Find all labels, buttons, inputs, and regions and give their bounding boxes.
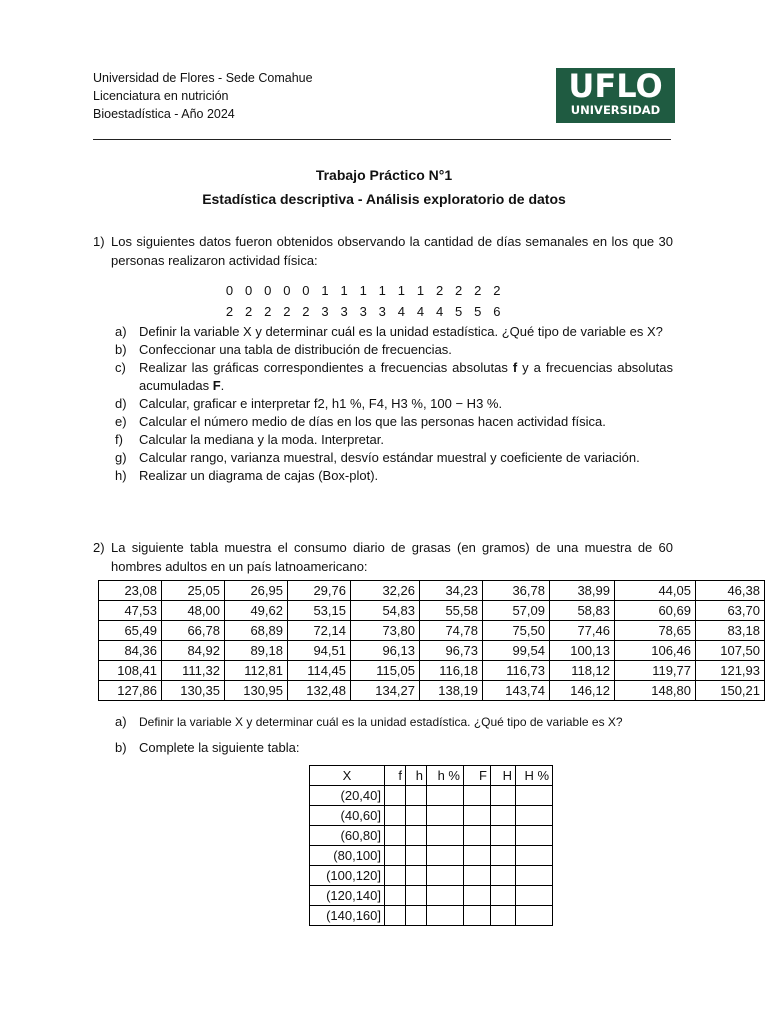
table-cell: 100,13 — [550, 641, 615, 661]
empty-cell[interactable] — [516, 906, 553, 926]
table-cell: 89,18 — [225, 641, 288, 661]
table-cell: 48,00 — [162, 601, 225, 621]
data-value: 2 — [435, 283, 444, 298]
empty-cell[interactable] — [464, 886, 491, 906]
column-header: H % — [516, 766, 553, 786]
frequency-table-row — [310, 806, 553, 826]
uflo-logo — [556, 68, 675, 123]
table-cell: 115,05 — [351, 661, 420, 681]
empty-cell[interactable] — [491, 866, 516, 886]
table-cell: 44,05 — [615, 581, 696, 601]
data-value: 4 — [416, 304, 425, 319]
table-cell: 46,38 — [696, 581, 765, 601]
class-interval: (40,60] — [310, 806, 385, 826]
question-1-item — [115, 395, 673, 413]
table-cell: 83,18 — [696, 621, 765, 641]
empty-cell[interactable] — [385, 786, 406, 806]
header-course: Bioestadística - Año 2024 — [93, 107, 235, 121]
table-cell: 26,95 — [225, 581, 288, 601]
table-cell: 49,62 — [225, 601, 288, 621]
item-letter: g) — [115, 450, 127, 465]
question-1-item — [115, 413, 673, 431]
column-header: h % — [427, 766, 464, 786]
page-title: Trabajo Práctico N°1 — [315, 167, 453, 183]
table-cell: 68,89 — [225, 621, 288, 641]
item-text: Calcular el número medio de días en los que las personas hacen actividad física. — [139, 414, 606, 429]
empty-cell[interactable] — [406, 886, 427, 906]
table-cell: 111,32 — [162, 661, 225, 681]
table-cell: 72,14 — [288, 621, 351, 641]
table-cell: 146,12 — [550, 681, 615, 701]
empty-cell[interactable] — [427, 906, 464, 926]
empty-cell[interactable] — [406, 846, 427, 866]
table-cell: 108,41 — [99, 661, 162, 681]
fat-consumption-table — [98, 580, 765, 701]
table-cell: 23,08 — [99, 581, 162, 601]
class-interval: (100,120] — [310, 866, 385, 886]
table-cell: 114,45 — [288, 661, 351, 681]
header-university: Universidad de Flores - Sede Comahue — [93, 71, 313, 85]
table-cell: 53,15 — [288, 601, 351, 621]
table-row — [99, 581, 765, 601]
data-value: 4 — [397, 304, 405, 319]
question-1-item — [115, 323, 673, 341]
empty-cell[interactable] — [385, 886, 406, 906]
data-value: 0 — [264, 283, 272, 298]
item-letter: f) — [115, 432, 123, 447]
empty-cell[interactable] — [427, 886, 464, 906]
frequency-table-row — [310, 846, 553, 866]
table-cell: 75,50 — [483, 621, 550, 641]
empty-cell[interactable] — [491, 786, 516, 806]
table-cell: 77,46 — [550, 621, 615, 641]
table-cell: 63,70 — [696, 601, 765, 621]
table-cell: 60,69 — [615, 601, 696, 621]
data-value: 3 — [321, 304, 329, 319]
empty-cell[interactable] — [516, 826, 553, 846]
question-1-item — [115, 359, 673, 395]
data-value: 2 — [474, 283, 482, 298]
table-cell: 150,21 — [696, 681, 765, 701]
table-row — [99, 601, 765, 621]
data-value: 2 — [264, 304, 272, 319]
empty-cell[interactable] — [491, 806, 516, 826]
table-cell: 94,51 — [288, 641, 351, 661]
table-cell: 47,53 — [99, 601, 162, 621]
empty-cell[interactable] — [385, 846, 406, 866]
table-row — [99, 681, 765, 701]
empty-cell[interactable] — [516, 786, 553, 806]
table-cell: 36,78 — [483, 581, 550, 601]
empty-cell[interactable] — [491, 886, 516, 906]
column-header: F — [464, 766, 491, 786]
frequency-table-row — [310, 826, 553, 846]
empty-cell[interactable] — [406, 826, 427, 846]
empty-cell[interactable] — [491, 906, 516, 926]
table-cell: 74,78 — [420, 621, 483, 641]
empty-cell[interactable] — [406, 866, 427, 886]
item-letter: a) — [115, 324, 127, 339]
question-1-number: 1) — [93, 234, 105, 249]
table-cell: 32,26 — [351, 581, 420, 601]
question-1-item — [115, 467, 673, 485]
class-interval: (120,140] — [310, 886, 385, 906]
data-value: 6 — [493, 304, 501, 319]
empty-cell[interactable] — [385, 866, 406, 886]
empty-cell[interactable] — [516, 806, 553, 826]
table-cell: 148,80 — [615, 681, 696, 701]
question-1-item — [115, 341, 673, 359]
table-cell: 99,54 — [483, 641, 550, 661]
column-header: f — [385, 766, 406, 786]
data-value: 1 — [378, 283, 386, 298]
data-value: 1 — [359, 283, 367, 298]
data-value: 0 — [225, 283, 234, 298]
data-value: 5 — [474, 304, 482, 319]
question-2-item-a — [115, 713, 675, 731]
data-value: 0 — [302, 283, 310, 298]
table-cell: 96,13 — [351, 641, 420, 661]
table-cell: 132,48 — [288, 681, 351, 701]
question-2 — [93, 538, 673, 576]
table-cell: 55,58 — [420, 601, 483, 621]
item-text: Calcular rango, varianza muestral, desvío estándar muestral y coeficiente de variación. — [139, 450, 640, 465]
empty-cell[interactable] — [427, 826, 464, 846]
item-text: Complete la siguiente tabla: — [139, 740, 300, 755]
data-value: 1 — [321, 283, 329, 298]
table-cell: 38,99 — [550, 581, 615, 601]
item-text: Definir la variable X y determinar cuál es la unidad estadística. ¿Qué tipo de variable es X? — [139, 324, 663, 339]
empty-cell[interactable] — [427, 866, 464, 886]
empty-cell[interactable] — [464, 786, 491, 806]
frequency-table-row — [310, 886, 553, 906]
table-cell: 134,27 — [351, 681, 420, 701]
empty-cell[interactable] — [516, 886, 553, 906]
table-cell: 143,74 — [483, 681, 550, 701]
table-row — [99, 621, 765, 641]
class-interval: (20,40] — [310, 786, 385, 806]
data-value: 1 — [340, 283, 348, 298]
table-cell: 116,73 — [483, 661, 550, 681]
class-interval: (60,80] — [310, 826, 385, 846]
question-2-item-b — [115, 739, 675, 757]
data-value: 3 — [359, 304, 367, 319]
empty-cell[interactable] — [491, 846, 516, 866]
document-header — [93, 69, 313, 123]
item-text: Confeccionar una tabla de distribución de frecuencias. — [139, 342, 452, 357]
item-letter: a) — [115, 714, 127, 729]
table-cell: 34,23 — [420, 581, 483, 601]
data-value: 3 — [378, 304, 386, 319]
column-header: X — [310, 766, 385, 786]
table-cell: 107,50 — [696, 641, 765, 661]
frequency-table-row — [310, 786, 553, 806]
data-value: 2 — [225, 304, 234, 319]
question-1-item — [115, 449, 673, 467]
table-cell: 25,05 — [162, 581, 225, 601]
empty-cell[interactable] — [464, 826, 491, 846]
empty-cell[interactable] — [406, 786, 427, 806]
data-value: 4 — [435, 304, 444, 319]
item-letter: e) — [115, 414, 127, 429]
table-cell: 121,93 — [696, 661, 765, 681]
table-cell: 96,73 — [420, 641, 483, 661]
frequency-table-row — [310, 906, 553, 926]
empty-cell[interactable] — [491, 826, 516, 846]
empty-cell[interactable] — [464, 806, 491, 826]
question-1-item — [115, 431, 673, 449]
empty-cell[interactable] — [464, 906, 491, 926]
table-cell: 138,19 — [420, 681, 483, 701]
empty-cell[interactable] — [406, 906, 427, 926]
data-value: 2 — [245, 304, 253, 319]
data-value: 2 — [493, 283, 501, 298]
column-header: h — [406, 766, 427, 786]
item-letter: b) — [115, 740, 127, 755]
table-cell: 78,65 — [615, 621, 696, 641]
frequency-table-row — [310, 866, 553, 886]
table-cell: 106,46 — [615, 641, 696, 661]
class-interval: (80,100] — [310, 846, 385, 866]
table-cell: 57,09 — [483, 601, 550, 621]
table-cell: 66,78 — [162, 621, 225, 641]
item-text: Realizar las gráficas correspondientes a frecuencias absolutas f y a frecuencias absolutas acumuladas F. — [139, 360, 673, 393]
class-interval: (140,160] — [310, 906, 385, 926]
table-cell: 58,83 — [550, 601, 615, 621]
data-value: 1 — [397, 283, 405, 298]
frequency-table-header — [310, 766, 553, 786]
table-row — [99, 641, 765, 661]
empty-cell[interactable] — [464, 866, 491, 886]
item-text: Realizar un diagrama de cajas (Box-plot). — [139, 468, 379, 483]
table-cell: 54,83 — [351, 601, 420, 621]
table-cell: 119,77 — [615, 661, 696, 681]
table-cell: 65,49 — [99, 621, 162, 641]
empty-cell[interactable] — [516, 866, 553, 886]
table-cell: 84,36 — [99, 641, 162, 661]
table-cell: 84,92 — [162, 641, 225, 661]
empty-cell[interactable] — [385, 906, 406, 926]
logo-top-text: UFLO — [568, 67, 663, 105]
question-1 — [93, 232, 673, 270]
empty-cell[interactable] — [516, 846, 553, 866]
table-cell: 29,76 — [288, 581, 351, 601]
frequency-table — [309, 765, 553, 926]
table-cell: 73,80 — [351, 621, 420, 641]
header-divider — [93, 139, 671, 140]
empty-cell[interactable] — [385, 806, 406, 826]
table-cell: 127,86 — [99, 681, 162, 701]
data-sequence-row-2 — [220, 304, 506, 319]
column-header: H — [491, 766, 516, 786]
data-value: 0 — [283, 283, 291, 298]
page-subtitle: Estadística descriptiva - Análisis exploratorio de datos — [202, 191, 566, 207]
table-row — [99, 661, 765, 681]
data-value: 5 — [455, 304, 463, 319]
item-letter: h) — [115, 468, 127, 483]
data-value: 1 — [416, 283, 425, 298]
question-2-number: 2) — [93, 540, 105, 555]
data-value: 3 — [340, 304, 348, 319]
question-1-items — [115, 323, 673, 485]
question-2-text: La siguiente tabla muestra el consumo diario de grasas (en gramos) de una muestra de 60 hombres adultos en un país latnoamericano: — [111, 540, 673, 574]
table-cell: 130,35 — [162, 681, 225, 701]
item-letter: c) — [115, 360, 126, 375]
item-letter: b) — [115, 342, 127, 357]
table-cell: 112,81 — [225, 661, 288, 681]
header-program: Licenciatura en nutrición — [93, 89, 229, 103]
empty-cell[interactable] — [464, 846, 491, 866]
empty-cell[interactable] — [427, 786, 464, 806]
item-letter: d) — [115, 396, 127, 411]
table-cell: 118,12 — [550, 661, 615, 681]
data-sequence-row-1 — [220, 283, 506, 298]
empty-cell[interactable] — [406, 806, 427, 826]
item-text: Calcular la mediana y la moda. Interpretar. — [139, 432, 384, 447]
logo-bottom-text: UNIVERSIDAD — [570, 103, 661, 117]
empty-cell[interactable] — [385, 826, 406, 846]
item-text: Definir la variable X y determinar cuál es la unidad estadística. ¿Qué tipo de variable es X? — [139, 715, 623, 729]
data-value: 2 — [302, 304, 310, 319]
data-value: 0 — [245, 283, 253, 298]
table-cell: 116,18 — [420, 661, 483, 681]
empty-cell[interactable] — [427, 806, 464, 826]
question-1-text: Los siguientes datos fueron obtenidos observando la cantidad de días semanales en los que 30 personas realizaron actividad física: — [111, 234, 673, 268]
empty-cell[interactable] — [427, 846, 464, 866]
data-value: 2 — [283, 304, 291, 319]
data-value: 2 — [455, 283, 463, 298]
item-text: Calcular, graficar e interpretar f2, h1 %, F4, H3 %, 100 − H3 %. — [139, 396, 503, 411]
table-cell: 130,95 — [225, 681, 288, 701]
